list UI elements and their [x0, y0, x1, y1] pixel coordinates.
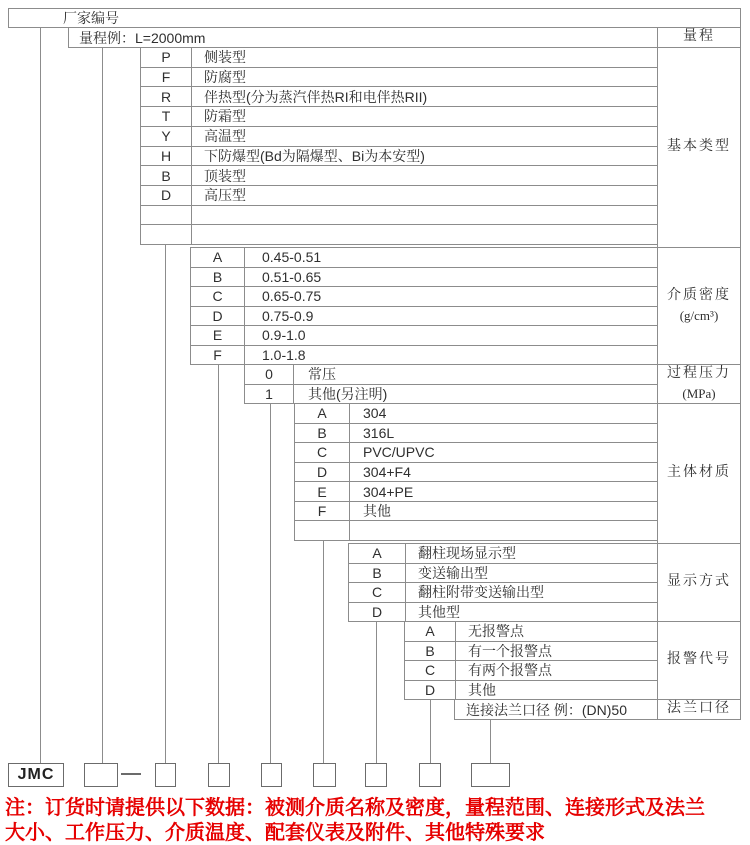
desc-cell: 防腐型 [204, 69, 246, 86]
desc-cell: 高温型 [204, 128, 246, 145]
table-row [295, 463, 657, 483]
section-label-pressure: 过程压力 (MPa) [657, 364, 741, 404]
table-row [349, 544, 657, 564]
flange-example-text: 连接法兰口径 例：(DN)50 [466, 701, 628, 718]
code-cell: A [295, 404, 350, 423]
table-row [141, 206, 657, 226]
table-row [191, 326, 657, 346]
desc-cell: 下防爆型(Bd为隔爆型、Bi为本安型) [204, 147, 425, 164]
dash-separator [121, 773, 141, 775]
table-row [141, 186, 657, 206]
desc-cell: 304 [363, 405, 387, 422]
table-row [349, 583, 657, 603]
table-row [141, 225, 657, 244]
desc-cell: 防霜型 [204, 108, 246, 125]
table-row [141, 68, 657, 88]
order-note [5, 796, 749, 845]
table-row [405, 622, 657, 642]
table-row [191, 268, 657, 288]
desc-cell: 常压 [308, 366, 336, 383]
table-row [295, 521, 657, 540]
basic-type-table [140, 47, 658, 245]
code-cell: F [141, 68, 192, 87]
code-cell: B [405, 642, 456, 661]
section-label-basic: 基本类型 [657, 47, 741, 248]
model-code-box-flange [471, 763, 510, 787]
section-label-range: 量程 [657, 27, 741, 48]
range-example-text: 量程例：L=2000mm [79, 29, 206, 46]
section-label-density: 介质密度 (g/cm³) [657, 247, 741, 365]
manufacturer-code-row [8, 8, 741, 28]
desc-cell: 侧装型 [204, 49, 246, 66]
code-cell: F [191, 346, 245, 365]
section-label-flange: 法兰口径 [657, 699, 741, 720]
code-cell: D [191, 307, 245, 326]
table-row [141, 87, 657, 107]
code-cell: C [405, 661, 456, 680]
range-row [68, 27, 658, 48]
desc-cell: PVC/UPVC [363, 444, 435, 461]
order-note-line1: 注：订货时请提供以下数据：被测介质名称及密度，量程范围、连接形式及法兰 [5, 797, 705, 819]
code-cell: E [295, 482, 350, 501]
connector-line [40, 27, 41, 763]
table-row [141, 48, 657, 68]
density-table [190, 247, 658, 365]
code-cell: B [141, 166, 192, 185]
code-cell: D [349, 603, 406, 622]
table-row [141, 127, 657, 147]
code-cell: B [295, 424, 350, 443]
table-row [349, 603, 657, 622]
code-cell: D [295, 463, 350, 482]
model-prefix-box [8, 763, 64, 787]
flange-row [454, 699, 658, 720]
model-code-box-alarm [419, 763, 441, 787]
desc-cell: 其他型 [418, 603, 460, 620]
connector-line [218, 364, 219, 763]
code-cell: B [349, 564, 406, 583]
table-row [141, 107, 657, 127]
connector-line [430, 699, 431, 763]
desc-cell [192, 206, 657, 225]
code-cell: F [295, 502, 350, 521]
table-row [405, 661, 657, 681]
pressure-table [244, 364, 658, 404]
code-cell: H [141, 147, 192, 166]
code-cell: 0 [245, 365, 294, 384]
table-row [295, 443, 657, 463]
code-cell: A [349, 544, 406, 563]
desc-cell: 0.9-1.0 [262, 327, 306, 344]
table-row [191, 287, 657, 307]
table-row [295, 404, 657, 424]
code-cell: P [141, 48, 192, 67]
desc-cell: 0.65-0.75 [262, 288, 322, 305]
desc-cell: 翻柱附带变送输出型 [418, 584, 544, 601]
desc-cell: 1.0-1.8 [262, 346, 306, 363]
model-prefix-label: JMC [17, 766, 55, 783]
code-cell: B [191, 268, 245, 287]
model-code-box-pressure [261, 763, 282, 787]
table-row [141, 166, 657, 186]
code-cell: 1 [245, 385, 294, 404]
model-code-box-display [365, 763, 387, 787]
desc-cell: 0.75-0.9 [262, 307, 314, 324]
table-row [405, 681, 657, 700]
model-code-box-material [313, 763, 336, 787]
code-cell: D [141, 186, 192, 205]
code-cell [141, 225, 192, 244]
desc-cell: 0.45-0.51 [262, 249, 322, 266]
order-note-line2: 大小、工作压力、介质温度、配套仪表及附件、其他特殊要求 [5, 822, 545, 844]
connector-line [323, 540, 324, 763]
desc-cell: 变送输出型 [418, 564, 488, 581]
code-cell: D [405, 681, 456, 700]
code-cell [141, 206, 192, 225]
table-row [295, 482, 657, 502]
connector-line [490, 719, 491, 763]
table-row [191, 346, 657, 365]
desc-cell: 其他 [468, 681, 496, 698]
desc-cell: 有两个报警点 [468, 662, 552, 679]
code-cell: E [191, 326, 245, 345]
desc-cell: 无报警点 [468, 623, 524, 640]
desc-cell: 其他 [363, 503, 391, 520]
desc-cell: 有一个报警点 [468, 642, 552, 659]
desc-cell: 304+PE [363, 483, 414, 500]
connector-line [376, 621, 377, 763]
desc-cell [350, 521, 657, 540]
code-cell: A [405, 622, 456, 641]
desc-cell [192, 225, 657, 244]
connector-line [102, 47, 103, 763]
material-table [294, 403, 658, 541]
table-row [349, 564, 657, 584]
model-code-box-range [84, 763, 118, 787]
table-row [141, 147, 657, 167]
section-label-material: 主体材质 [657, 403, 741, 544]
code-cell [295, 521, 350, 540]
code-cell: C [349, 583, 406, 602]
model-code-box-density [208, 763, 230, 787]
code-cell: C [295, 443, 350, 462]
table-row [295, 502, 657, 522]
section-label-alarm: 报警代号 [657, 621, 741, 700]
code-cell: T [141, 107, 192, 126]
table-row [245, 385, 657, 404]
table-row [191, 307, 657, 327]
display-mode-table [348, 543, 658, 622]
desc-cell: 顶装型 [204, 167, 246, 184]
alarm-code-table [404, 621, 658, 700]
desc-cell: 0.51-0.65 [262, 268, 322, 285]
code-cell: C [191, 287, 245, 306]
table-row [295, 424, 657, 444]
desc-cell: 304+F4 [363, 464, 411, 481]
desc-cell: 伴热型(分为蒸汽伴热RI和电伴热RII) [204, 88, 428, 105]
table-row [191, 248, 657, 268]
desc-cell: 316L [363, 424, 395, 441]
desc-cell: 翻柱现场显示型 [418, 545, 516, 562]
desc-cell: 高压型 [204, 187, 246, 204]
connector-line [165, 244, 166, 763]
model-code-box-basic [155, 763, 176, 787]
desc-cell: 其他(另注明) [308, 385, 388, 402]
section-label-display: 显示方式 [657, 543, 741, 622]
table-row [245, 365, 657, 385]
code-cell: A [191, 248, 245, 267]
table-row [405, 642, 657, 662]
connector-line [270, 403, 271, 763]
code-cell: R [141, 87, 192, 106]
code-cell: Y [141, 127, 192, 146]
manufacturer-code-label: 厂家编号 [63, 10, 119, 26]
